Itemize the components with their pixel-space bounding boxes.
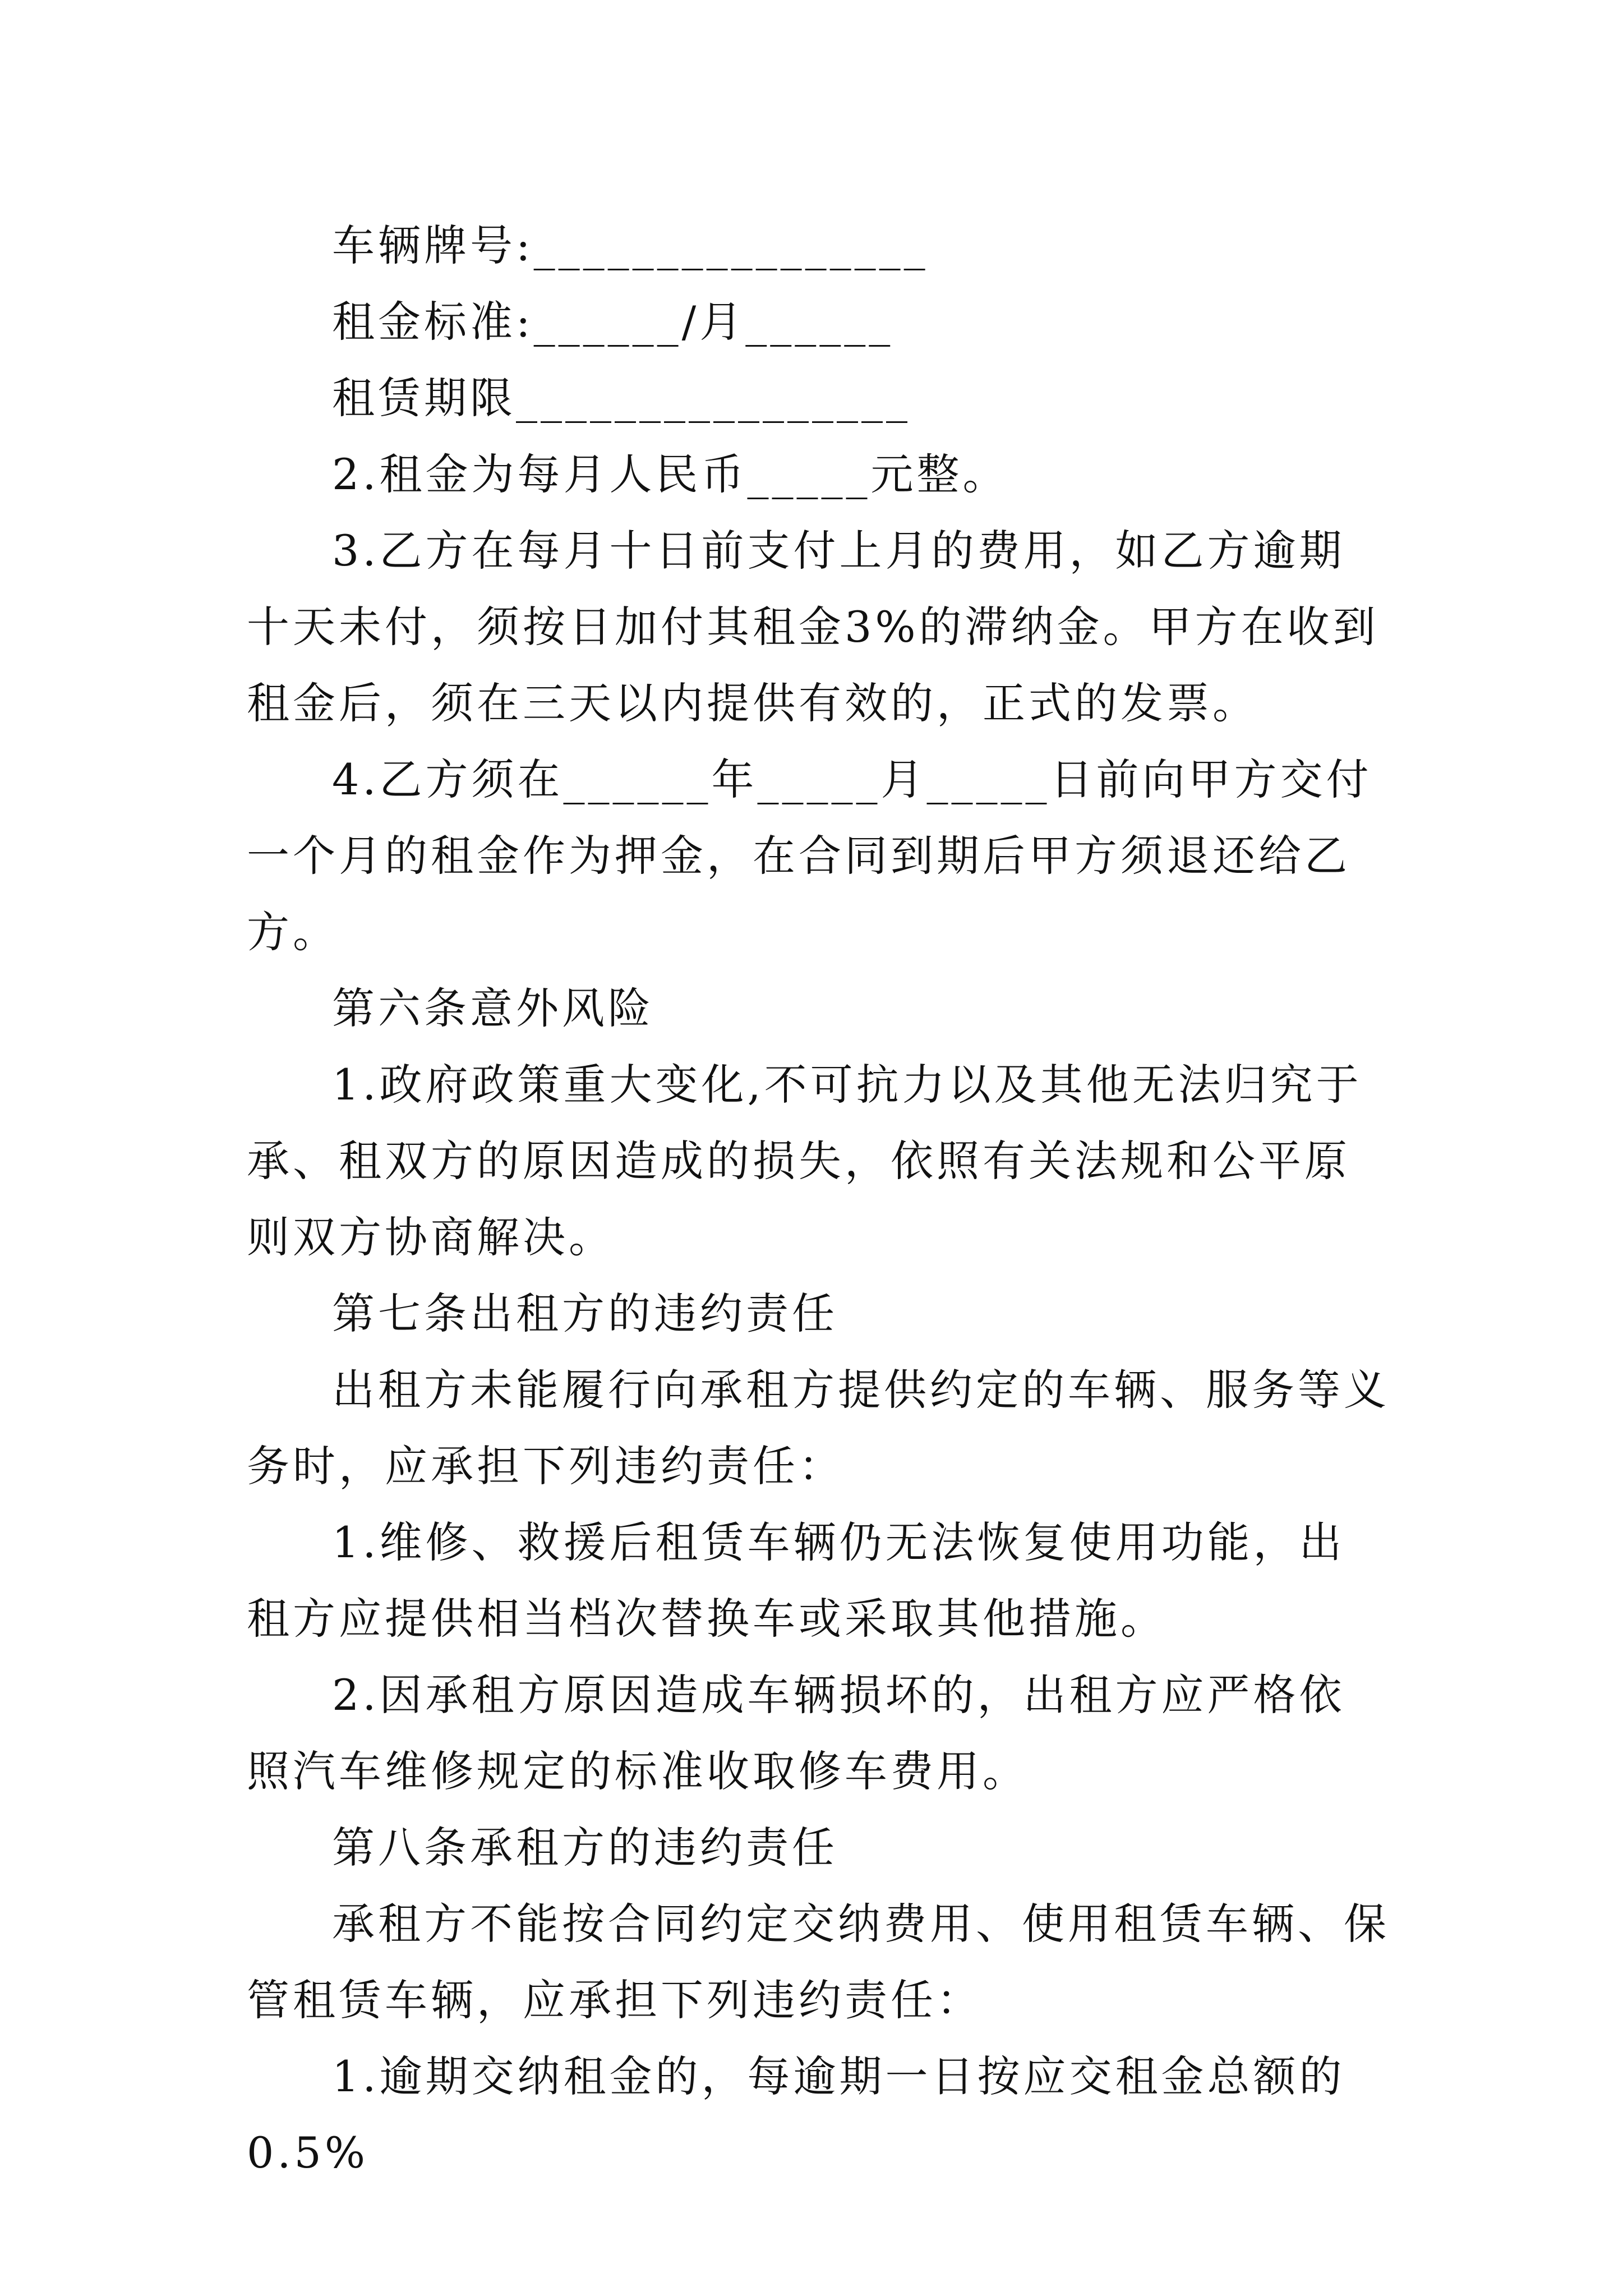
lessor-clause-repair-fee: 2.因承租方原因造成车辆损坏的，出租方应严格依照汽车维修规定的标准收取修车费用。 <box>247 1670 1345 1796</box>
lessor-liability-intro: 出租方未能履行向承租方提供约定的车辆、服务等义务时，应承担下列违约责任： <box>247 1365 1390 1491</box>
section-heading-lessee-liability: 第八条承租方的违约责任 <box>332 1823 838 1872</box>
section-heading-accident-risk: 第六条意外风险 <box>332 983 654 1033</box>
lease-term-line: 租赁期限________________ <box>332 373 911 423</box>
rent-standard-line: 租金标准:______/月______ <box>332 297 894 347</box>
clause-force-majeure: 1.政府政策重大变化,不可抗力以及其他无法归究于承、租双方的原因造成的损失，依照有关法规和公平原则双方协商解决。 <box>247 1060 1362 1262</box>
vehicle-plate-line: 车辆牌号:________________ <box>332 220 929 270</box>
clause-payment-deadline: 3.乙方在每月十日前支付上月的费用，如乙方逾期十天未付，须按日加付其租金3%的滞纳金。甲方在收到租金后，须在三天以内提供有效的，正式的发票。 <box>247 526 1379 728</box>
section-heading-lessor-liability: 第七条出租方的违约责任 <box>332 1289 838 1338</box>
lessor-clause-replacement: 1.维修、救援后租赁车辆仍无法恢复使用功能，出租方应提供相当档次替换车或采取其他措施。 <box>247 1517 1345 1644</box>
clause-deposit: 4.乙方须在______年_____月_____日前向甲方交付一个月的租金作为押金，在合同到期后甲方须退还给乙方。 <box>247 754 1372 957</box>
clause-rent-amount: 2.租金为每月人民币_____元整。 <box>332 449 1009 499</box>
document-body <box>247 208 1391 2191</box>
lessee-clause-late-payment: 1.逾期交纳租金的，每逾期一日按应交租金总额的0.5% <box>247 2051 1345 2178</box>
lessee-liability-intro: 承租方不能按合同约定交纳费用、使用租赁车辆、保管租赁车辆，应承担下列违约责任： <box>247 1899 1390 2025</box>
